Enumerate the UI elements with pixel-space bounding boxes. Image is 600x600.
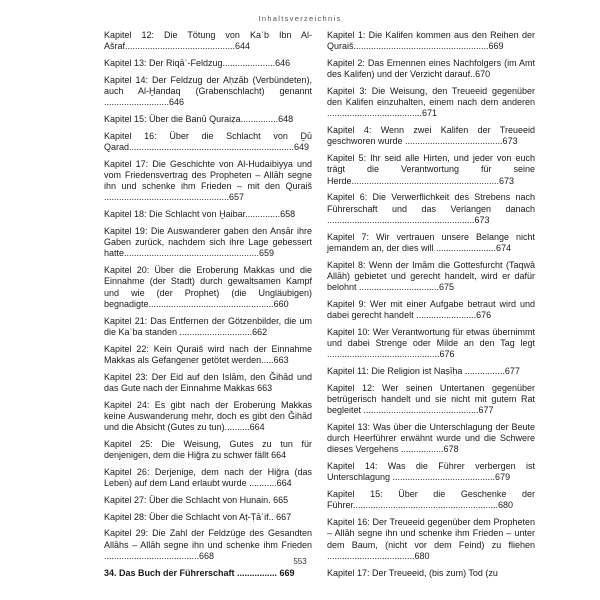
toc-entry: Kapitel 19: Die Auswanderer gaben den Anṣār ihre Gaben zurück, nachdem sich ihre Lage gebessert hatte......................................................659 — [104, 226, 312, 259]
toc-entry: Kapitel 25: Die Weisung, Gutes zu tun für denjenigen, dem die Hiǧra zu schwer fällt 664 — [104, 438, 312, 461]
toc-entry: Kapitel 29: Die Zahl der Feldzüge des Gesandten Allāhs – Allāh segne ihn und schenke ihm Frieden ......................................668 — [104, 528, 312, 561]
toc-entry: Kapitel 24: Es gibt nach der Eroberung Makkas keine Auswanderung mehr, doch es gibt den Ǧihād und die Absicht (Gutes zu tun)..........664 — [104, 399, 312, 433]
toc-entry: Kapitel 7: Wir vertrauen unsere Belange nicht jemandem an, der dies will ........................674 — [327, 231, 535, 253]
toc-entry: Kapitel 13: Was über die Unterschlagung der Beute durch Heerführer erwähnt wurde und die Schwere dieses Vergehens .................678 — [327, 422, 535, 455]
toc-entry: Kapitel 18: Die Schlacht von Ḫaibar..............658 — [104, 209, 296, 220]
toc-column-right — [327, 30, 535, 584]
toc-entry: Kapitel 6: Die Verwerflichkeit des Strebens nach Führerschaft und das Verlangen danach ...........................................................673 — [327, 192, 535, 225]
toc-entry: Kapitel 20: Über die Eroberung Makkas und die Einnahme (der Stadt) durch gewaltsamen Kampf und wie (der Prophet) (die Ungläubigen) begnadigte..................................................660 — [104, 265, 312, 309]
toc-entry: Kapitel 8: Wenn der Imām die Gottesfurcht (Taqwā Allāh) gebietet und gerecht handelt, wird er dafür belohnt ................................675 — [327, 259, 535, 293]
toc-entry: Kapitel 10: Wer Verantwortung für etwas übernimmt und dabei Strenge oder Milde an den Tag legt .............................................676 — [327, 326, 535, 360]
toc-entry: Kapitel 22: Kein Quraiš wird nach der Einnahme Makkas als Gefangener getötet werden.....663 — [104, 343, 312, 365]
toc-entry: Kapitel 16: Der Treueeid gegenüber dem Propheten – Allāh segne ihn und schenke ihm Frieden – unter dem Baum, (nicht vor dem Feind) zu fliehen ...................................680 — [327, 517, 535, 561]
toc-entry: Kapitel 12: Die Tötung von Kaʿb Ibn Al-Ašraf............................................644 — [104, 30, 312, 52]
toc-entry: Kapitel 28: Über die Schlacht von Aṭ-Ṭāʾif.. 667 — [104, 511, 292, 522]
toc-entry: Kapitel 5: Ihr seid alle Hirten, und jeder von euch trägt die Verantwortung für seine Herde...........................................................673 — [327, 153, 535, 186]
toc-entry: Kapitel 1: Die Kalifen kommen aus den Reihen der Quraiš......................................................669 — [327, 30, 535, 52]
toc-entry: Kapitel 15: Über die Banū Quraiẓa...............648 — [104, 114, 294, 124]
toc-entry: Kapitel 23: Der Eid auf den Islām, den Ǧihād und das Gute nach der Einnahme Makkas 663 — [104, 371, 312, 393]
toc-entry: Kapitel 12: Wer seinen Untertanen gegenüber betrügerisch handelt und sie nicht mit gutem Rat begleitet ..............................................677 — [327, 382, 535, 416]
page-number: 553 — [293, 557, 307, 566]
toc-entry: Kapitel 27: Über die Schlacht von Hunain. 665 — [104, 494, 289, 505]
toc-entry: Kapitel 15: Über die Geschenke der Führer..........................................................680 — [327, 489, 535, 511]
toc-entry: Kapitel 3: Die Weisung, den Treueeid gegenüber den Kalifen einzuhalten, einem nach dem anderen ......................................671 — [327, 86, 535, 119]
toc-entry: Kapitel 14: Was die Führer verbergen ist Unterschlagung .........................................679 — [327, 461, 535, 483]
toc-entry: Kapitel 26: Derjenige, dem nach der Hiǧra (das Leben) auf dem Land erlaubt wurde ...........664 — [104, 466, 312, 489]
running-header: Inhaltsverzeichnis — [258, 14, 342, 23]
toc-entry: Kapitel 9: Wer mit einer Aufgabe betraut wird und dabei gerecht handelt ........................676 — [327, 298, 535, 321]
toc-entry: Kapitel 2: Das Ernennen eines Nachfolgers (im Amt des Kalifen) und der Verzicht darauf..670 — [327, 58, 535, 80]
toc-entry: Kapitel 16: Über die Schlacht von Ḏū Qarad..................................................................649 — [104, 130, 312, 152]
toc-entry: Kapitel 11: Die Religion ist Naṣīḥa ................677 — [327, 366, 520, 377]
toc-entry: Kapitel 13: Der Riqāʿ-Feldzug.....................646 — [104, 58, 291, 68]
toc-entry: Kapitel 21: Das Entfernen der Götzenbilder, die um die Kaʿba standen .............................662 — [104, 315, 312, 337]
toc-book-heading: 34. Das Buch der Führerschaft ................ 669 — [104, 567, 295, 578]
toc-entry: Kapitel 14: Der Feldzug der Aḥzāb (Verbündeten), auch Al-Ḫandaq (Grabenschlacht) genannt ..........................646 — [104, 74, 312, 108]
toc-column-left — [104, 30, 312, 584]
toc-entry: Kapitel 17: Der Treueeid, (bis zum) Tod (zu — [327, 567, 498, 578]
toc-entry: Kapitel 4: Wenn zwei Kalifen der Treueeid geschworen wurde .......................................673 — [327, 125, 535, 147]
toc-entry: Kapitel 17: Die Geschichte von Al-Hudaibiyya und vom Friedensvertrag des Propheten – Allāh segne ihn und schenke ihm Frieden – mit den Quraiš ..................................................657 — [104, 158, 312, 203]
